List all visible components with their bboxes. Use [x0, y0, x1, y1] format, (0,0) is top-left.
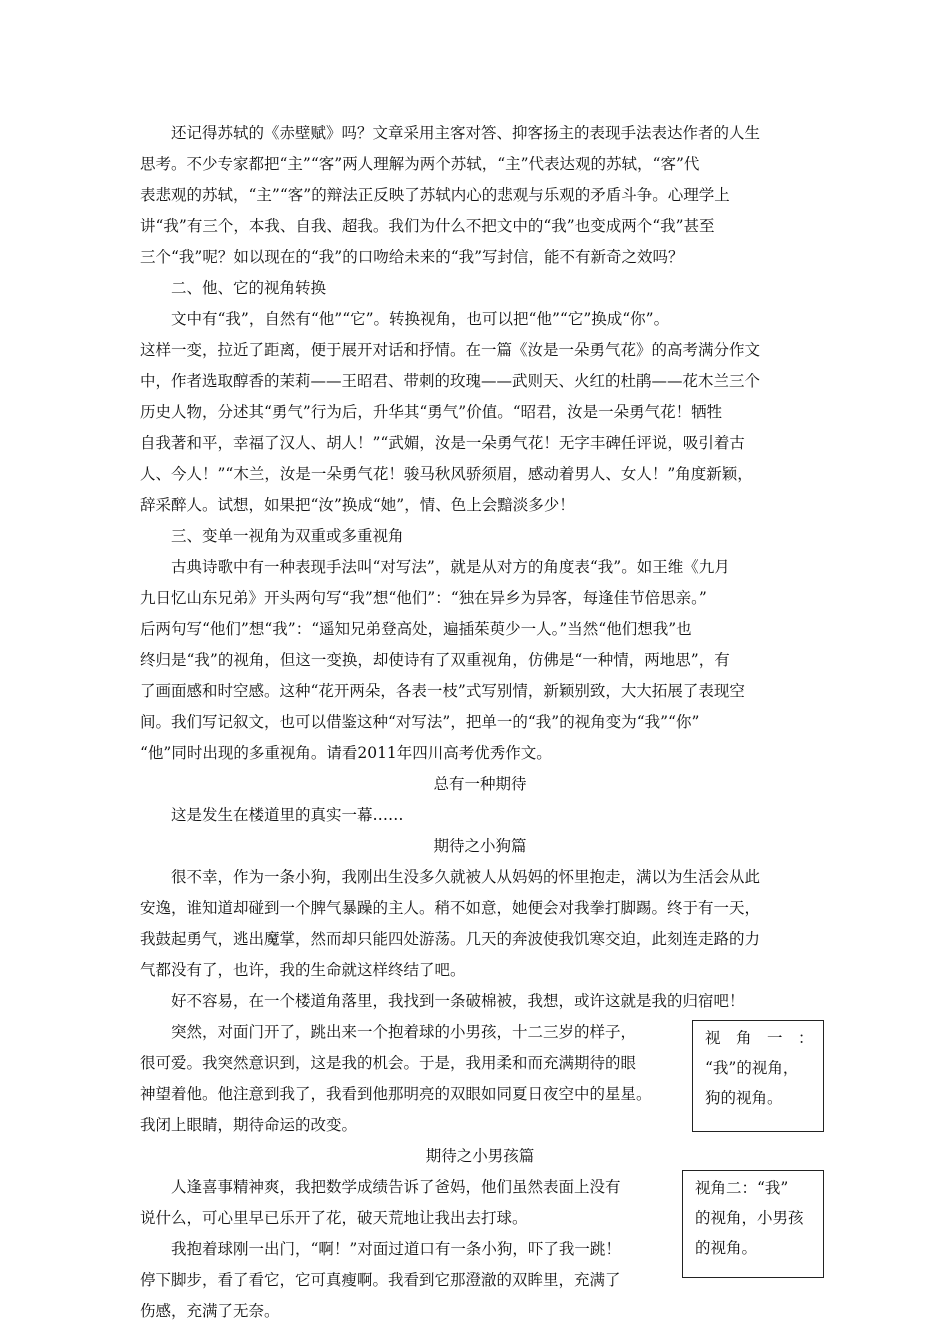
paragraph-line: 人、今人！”“木兰，汝是一朵勇气花！骏马秋风骄须眉，感动着男人、女人！”角度新颖，	[140, 465, 753, 483]
paragraph-line: 历史人物，分述其“勇气”行为后，升华其“勇气”价值。“昭君，汝是一朵勇气花！牺牲	[140, 403, 723, 421]
annotation-line: 视 角 一 ：	[705, 1029, 814, 1047]
paragraph-line: 三个“我”呢？如以现在的“我”的口吻给未来的“我”写封信，能不有新奇之效吗？	[140, 248, 684, 266]
paragraph-line: 古典诗歌中有一种表现手法叫“对写法”，就是从对方的角度表“我”。如王维《九月	[140, 558, 730, 576]
annotation-box	[682, 1170, 824, 1278]
essay-title: 总有一种期待	[433, 775, 527, 793]
paragraph-line: 我抱着球刚一出门，“啊！”对面过道口有一条小狗，吓了我一跳！	[140, 1240, 621, 1258]
paragraph-line: 我闭上眼睛，期待命运的改变。	[140, 1116, 358, 1134]
paragraph-line: 讲“我”有三个，本我、自我、超我。我们为什么不把文中的“我”也变成两个“我”甚至	[140, 217, 715, 235]
essay-intro: 这是发生在楼道里的真实一幕……	[140, 806, 404, 824]
annotation-line: 的视角，小男孩	[695, 1209, 804, 1227]
paragraph-line: 终归是“我”的视角，但这一变换，却使诗有了双重视角，仿佛是“一种情，两地思”，有	[140, 651, 730, 669]
paragraph-line: 我鼓起勇气，逃出魔掌，然而却只能四处游荡。几天的奔波使我饥寒交迫，此刻连走路的力	[140, 930, 761, 948]
paragraph-line: 好不容易，在一个楼道角落里，我找到一条破棉被，我想，或许这就是我的归宿吧！	[140, 992, 745, 1010]
paragraph-line: 突然，对面门开了，跳出来一个抱着球的小男孩，十二三岁的样子，	[140, 1023, 637, 1041]
paragraph-line: 这样一变，拉近了距离，便于展开对话和抒情。在一篇《汝是一朵勇气花》的高考满分作文	[140, 341, 761, 359]
paragraph-line: 辞采醉人。试想，如果把“汝”换成“她”，情、色上会黯淡多少！	[140, 496, 575, 514]
subsection-title: 期待之小男孩篇	[425, 1147, 535, 1165]
paragraph-line: 间。我们写记叙文，也可以借鉴这种“对写法”，把单一的“我”的视角变为“我”“你”	[140, 713, 700, 731]
annotation-line: 视角二：“我”	[695, 1179, 789, 1197]
paragraph-line: 很不幸，作为一条小狗，我刚出生没多久就被人从妈妈的怀里抱走，满以为生活会从此	[140, 868, 761, 886]
paragraph-line: 人逢喜事精神爽，我把数学成绩告诉了爸妈，他们虽然表面上没有	[140, 1178, 621, 1196]
paragraph-line: 中，作者选取醇香的茉莉——王昭君、带刺的玫瑰——武则天、火红的杜鹃——花木兰三个	[140, 372, 761, 390]
paragraph-line: “他”同时出现的多重视角。请看2011年四川高考优秀作文。	[140, 744, 552, 762]
paragraph-line: 伤感，充满了无奈。	[140, 1302, 280, 1320]
paragraph-line: 很可爱。我突然意识到，这是我的机会。于是，我用柔和而充满期待的眼	[140, 1054, 637, 1072]
subsection-title: 期待之小狗篇	[433, 837, 527, 855]
section-heading: 三、变单一视角为双重或多重视角	[140, 527, 404, 545]
annotation-box	[692, 1020, 824, 1132]
paragraph-line: 了画面感和时空感。这种“花开两朵，各表一枝”式写别情，新颖别致，大大拓展了表现空	[140, 682, 745, 700]
paragraph-line: 后两句写“他们”想“我”：“遥知兄弟登高处，遍插茱萸少一人。”当然“他们想我”也	[140, 620, 692, 638]
paragraph-line: 气都没有了，也许，我的生命就这样终结了吧。	[140, 961, 466, 979]
annotation-line: 狗的视角。	[705, 1089, 783, 1107]
paragraph-line: 九日忆山东兄弟》开头两句写“我”想“他们”：“独在异乡为异客，每逢佳节倍思亲。”	[140, 589, 707, 607]
paragraph-line: 说什么，可心里早已乐开了花，破天荒地让我出去打球。	[140, 1209, 528, 1227]
annotation-line: “我”的视角，	[705, 1059, 799, 1077]
paragraph-line: 文中有“我”，自然有“他”“它”。转换视角，也可以把“他”“它”换成“你”。	[140, 310, 670, 328]
paragraph-line: 表悲观的苏轼，“主”“客”的辩法正反映了苏轼内心的悲观与乐观的矛盾斗争。心理学上	[140, 186, 730, 204]
paragraph-line: 神望着他。他注意到我了，我看到他那明亮的双眼如同夏日夜空中的星星。	[140, 1085, 652, 1103]
paragraph-line: 思考。不少专家都把“主”“客”两人理解为两个苏轼，“主”代表达观的苏轼，“客”代	[140, 155, 700, 173]
section-heading: 二、他、它的视角转换	[140, 279, 327, 297]
paragraph-line: 停下脚步，看了看它，它可真瘦啊。我看到它那澄澈的双眸里，充满了	[140, 1271, 621, 1289]
paragraph-line: 还记得苏轼的《赤壁赋》吗？文章采用主客对答、抑客扬主的表现手法表达作者的人生	[140, 124, 761, 142]
paragraph-line: 自我著和平，幸福了汉人、胡人！”“武媚，汝是一朵勇气花！无字丰碑任评说，吸引着古	[140, 434, 745, 452]
paragraph-line: 安逸，谁知道却碰到一个脾气暴躁的主人。稍不如意，她便会对我拳打脚踢。终于有一天，	[140, 899, 761, 917]
annotation-line: 的视角。	[695, 1239, 758, 1257]
